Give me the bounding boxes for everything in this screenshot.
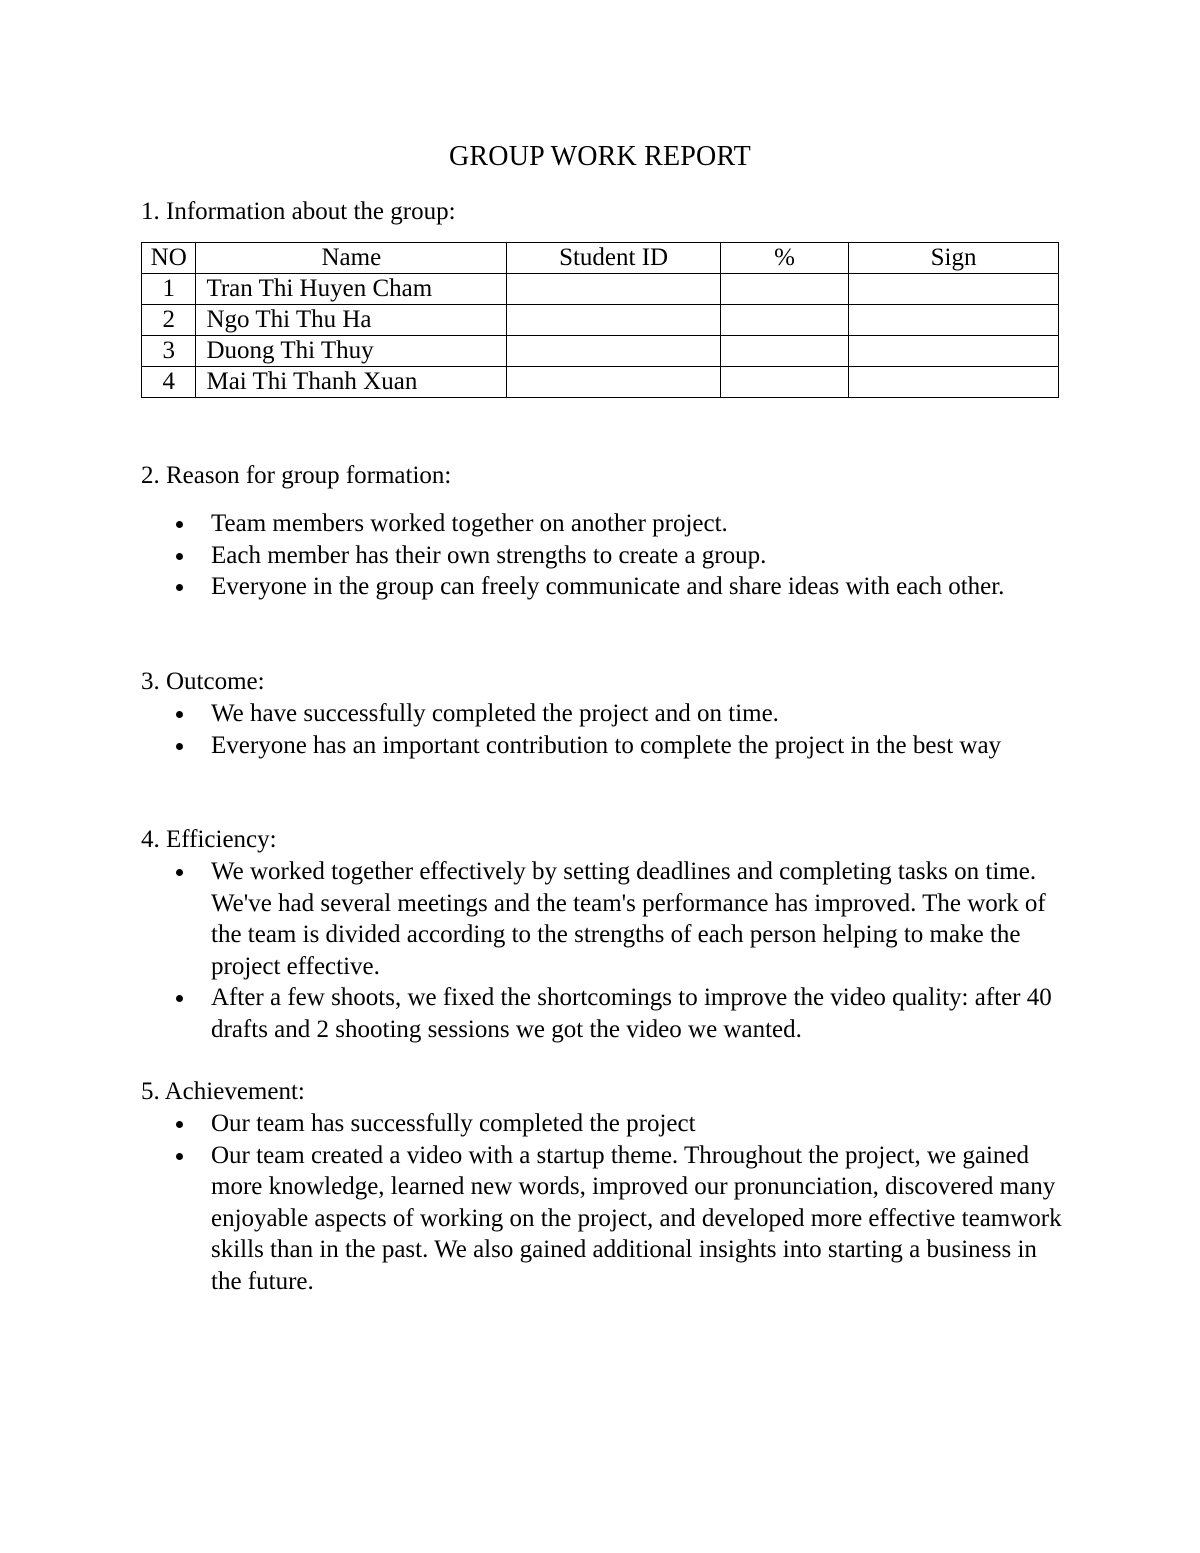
cell-name: Tran Thi Huyen Cham [196,274,507,305]
list-item-text: Each member has their own strengths to create a group. [211,541,767,569]
list-item [141,856,1071,982]
cell-name: Ngo Thi Thu Ha [196,305,507,336]
bullet-icon [176,869,183,876]
section-heading-reason: 2. Reason for group formation: [141,462,452,489]
cell-no: 1 [142,274,196,305]
cell-no: 3 [142,336,196,367]
bullet-icon [176,1121,183,1128]
list-item [141,730,1071,762]
section-heading-outcome: 3. Outcome: [141,668,265,695]
cell-percent [721,274,849,305]
header-sign: Sign [849,243,1059,274]
list-item-text: Everyone has an important contribution to complete the project in the best way [211,731,1002,759]
bullet-icon [176,711,183,718]
cell-student-id [507,305,721,336]
cell-student-id [507,367,721,398]
page-title: GROUP WORK REPORT [449,141,751,172]
table-row [142,274,1059,305]
bullet-icon [176,743,183,750]
list-item [141,982,1071,1045]
cell-name: Duong Thi Thuy [196,336,507,367]
list-item-text: We have successfully completed the project and on time. [211,700,779,727]
cell-no: 2 [142,305,196,336]
list-item [141,540,1071,572]
cell-student-id [507,274,721,305]
cell-percent [721,367,849,398]
section-heading-group-info: 1. Information about the group: [141,198,456,225]
list-item-text: We worked together effectively by setting deadlines and completing tasks on time. We've had several meetings and the team's performance has improved. The work of the team is divided according to the strengths of each person helping to make the project effective. [211,858,1046,980]
table-row [142,336,1059,367]
cell-student-id [507,336,721,367]
list-item [141,698,1071,730]
list-item [141,1108,1071,1140]
section-heading-efficiency: 4. Efficiency: [141,826,277,853]
cell-percent [721,336,849,367]
members-table [141,242,1059,398]
reason-list [141,508,1071,603]
section-heading-achievement: 5. Achievement: [141,1078,305,1105]
table-row [142,305,1059,336]
cell-percent [721,305,849,336]
cell-sign [849,274,1059,305]
bullet-icon [176,995,183,1002]
bullet-icon [176,553,183,560]
header-name: Name [196,243,507,274]
bullet-icon [176,1153,183,1160]
list-item-text: Everyone in the group can freely communicate and share ideas with each other. [211,573,1005,600]
list-item [141,571,1071,603]
list-item-text: Team members worked together on another project. [211,510,728,537]
cell-sign [849,367,1059,398]
list-item [141,508,1071,540]
achievement-list [141,1108,1071,1297]
bullet-icon [176,521,183,528]
cell-sign [849,305,1059,336]
outcome-list [141,698,1071,761]
table-header-row [142,243,1059,274]
cell-no: 4 [142,367,196,398]
list-item-text: Our team created a video with a startup theme. Throughout the project, we gained more knowledge, learned new words, improved our pronunciation, discovered many enjoyable aspects of working on the project, and developed more effective teamwork skills than in the past. We also gained additional insights into starting a business in the future. [211,1141,1062,1295]
header-no: NO [142,243,196,274]
list-item-text: Our team has successfully completed the project [211,1110,696,1137]
list-item-text: After a few shoots, we fixed the shortcomings to improve the video quality: after 40 drafts and 2 shooting sessions we got the video we wanted. [211,984,1052,1043]
header-student-id: Student ID [507,243,721,274]
bullet-icon [176,584,183,591]
cell-name: Mai Thi Thanh Xuan [196,367,507,398]
efficiency-list [141,856,1071,1045]
table-row [142,367,1059,398]
list-item [141,1140,1071,1298]
cell-sign [849,336,1059,367]
header-percent: % [721,243,849,274]
